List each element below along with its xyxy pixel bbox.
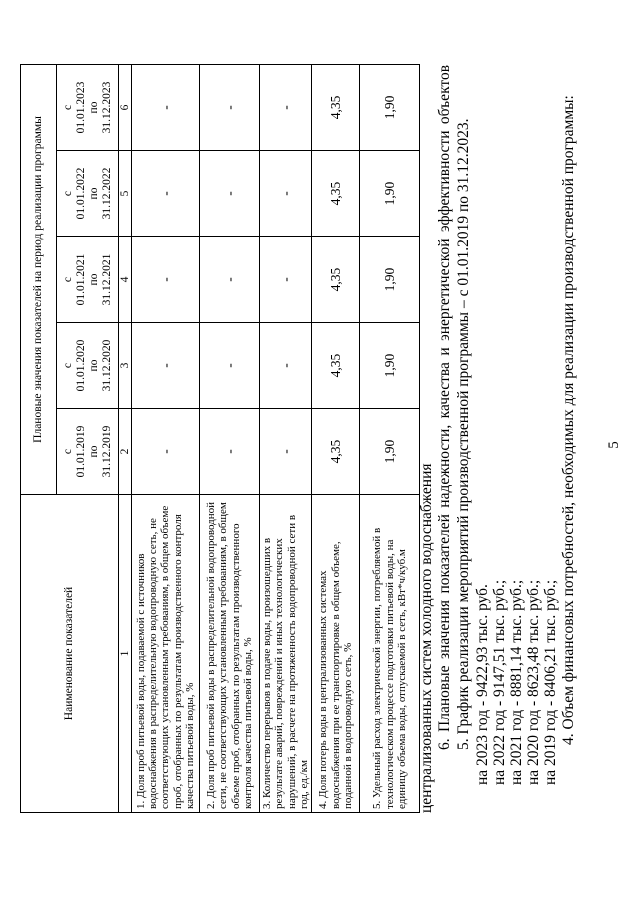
- indicator-value: -: [200, 151, 260, 237]
- section-6-heading-line1: [436, 65, 454, 750]
- word: показателей: [436, 514, 453, 594]
- period-start: 01.01.2023: [74, 81, 87, 134]
- indicator-value: 4,35: [312, 151, 360, 237]
- period-from: с: [61, 362, 74, 369]
- indicator-value: -: [200, 323, 260, 409]
- period-start: 01.01.2021: [74, 253, 87, 306]
- indicator-value: -: [260, 151, 312, 237]
- header-period-2020: [57, 323, 119, 409]
- period-end: 31.12.2023: [100, 81, 113, 134]
- column-number: 4: [119, 237, 132, 323]
- indicator-value: -: [132, 151, 200, 237]
- period-end: 31.12.2020: [100, 339, 113, 392]
- word: и: [436, 347, 453, 356]
- period-from: с: [61, 190, 74, 197]
- period-end: 31.12.2021: [100, 253, 113, 306]
- financing-year-2021: на 2021 год - 8881,14 тыс. руб.;: [508, 579, 525, 785]
- financing-year-2022: на 2022 год - 9147,51 тыс. руб.;: [491, 579, 508, 785]
- header-period-2023: [57, 64, 119, 150]
- period-end: 31.12.2019: [100, 425, 113, 478]
- indicator-name: 1. Доля проб питьевой воды, подаваемой с источников водоснабжения в распределительную водопроводную сеть, не соответствующих установленным требованиям, в общем объеме проб, отобранных по результатам производственного контроля качества питьевой воды, %: [132, 495, 200, 813]
- period-start: 01.01.2019: [74, 425, 87, 478]
- period-end: 31.12.2022: [100, 167, 113, 220]
- indicator-value: -: [132, 323, 200, 409]
- word: объектов: [436, 64, 453, 125]
- period-to: по: [87, 273, 100, 286]
- period-to: по: [87, 187, 100, 200]
- header-planned-values: Плановые значения показателей на период реализации программы: [21, 64, 57, 494]
- period-to: по: [87, 101, 100, 114]
- table-row: [132, 64, 200, 812]
- period-to: по: [87, 359, 100, 372]
- financing-year-2023: на 2023 год - 9422,93 тыс. руб.: [474, 584, 491, 785]
- period-start: 01.01.2020: [74, 339, 87, 392]
- indicator-value: -: [200, 409, 260, 495]
- indicator-value: -: [260, 323, 312, 409]
- section-6-heading-line2: централизованных систем холодного водоснабжения: [418, 463, 435, 813]
- table-row: [200, 64, 260, 812]
- section-5-schedule: 5. График реализации мероприятий производственной программы – с 01.01.2019 по 31.12.2023.: [455, 118, 472, 750]
- section-4-heading: 4. Объем финансовых потребностей, необходимых для реализации производственной программы:: [560, 95, 577, 745]
- indicator-value: 1,90: [360, 409, 420, 495]
- indicator-name: 3. Количество перерывов в подаче воды, произошедших в результате аварий, повреждений и иных технологических нарушений, в расчете на протяженность водопроводной сети в год, ед./км: [260, 495, 312, 813]
- indicator-value: -: [200, 237, 260, 323]
- indicator-name: 2. Доля проб питьевой воды в распределительной водопроводной сети, не соответствующих установленным требованиям, в общем объеме проб, отобранных по результатам производственного контроля качества питьевой воды, %: [200, 495, 260, 813]
- financing-year-2019: на 2019 год - 8406,21 тыс. руб.;: [542, 579, 559, 785]
- word: энергетической: [436, 238, 453, 341]
- header-period-2019: [57, 409, 119, 495]
- indicator-value: 1,90: [360, 64, 420, 150]
- indicator-value: 1,90: [360, 151, 420, 237]
- column-number: 1: [119, 495, 132, 813]
- page-number: 5: [606, 441, 622, 449]
- financing-year-2020: на 2020 год - 8623,48 тыс. руб.;: [525, 579, 542, 785]
- indicator-value: -: [260, 409, 312, 495]
- indicator-value: -: [132, 409, 200, 495]
- period-start: 01.01.2022: [74, 167, 87, 220]
- indicator-name: 4. Доля потерь воды в централизованных системах водоснабжения при ее транспортировке в общем объеме, поданной в водопроводную сеть, %: [312, 495, 360, 813]
- indicator-value: 4,35: [312, 237, 360, 323]
- word: эффективности: [436, 130, 453, 233]
- indicator-value: 1,90: [360, 323, 420, 409]
- word: значения: [436, 599, 453, 660]
- indicators-table: [20, 64, 420, 813]
- table-row: [312, 64, 360, 812]
- header-indicator-name: Наименование показателей: [21, 495, 119, 813]
- indicator-value: 1,90: [360, 237, 420, 323]
- period-from: с: [61, 276, 74, 283]
- indicator-value: -: [260, 64, 312, 150]
- indicator-name: 5. Удельный расход электрической энергии, потребляемой в технологическом процессе подготовки питьевой воды, на единицу объема воды, отпускаемой в сеть, кВт*ч/куб.м: [360, 495, 420, 813]
- table-row: [360, 64, 420, 812]
- column-number: 6: [119, 64, 132, 150]
- word: Плановые: [436, 665, 453, 732]
- column-number: 5: [119, 151, 132, 237]
- header-period-2021: [57, 237, 119, 323]
- indicator-value: -: [132, 237, 200, 323]
- word: качества: [436, 362, 453, 419]
- indicator-value: -: [132, 64, 200, 150]
- period-to: по: [87, 445, 100, 458]
- indicator-value: 4,35: [312, 64, 360, 150]
- header-period-2022: [57, 151, 119, 237]
- indicator-value: -: [260, 237, 312, 323]
- indicator-value: 4,35: [312, 323, 360, 409]
- word: 6.: [436, 738, 453, 750]
- column-number: 2: [119, 409, 132, 495]
- column-number: 3: [119, 323, 132, 409]
- indicator-value: -: [200, 64, 260, 150]
- table-row: [260, 64, 312, 812]
- word: надежности,: [436, 424, 453, 508]
- indicator-value: 4,35: [312, 409, 360, 495]
- period-from: с: [61, 104, 74, 111]
- period-from: с: [61, 448, 74, 455]
